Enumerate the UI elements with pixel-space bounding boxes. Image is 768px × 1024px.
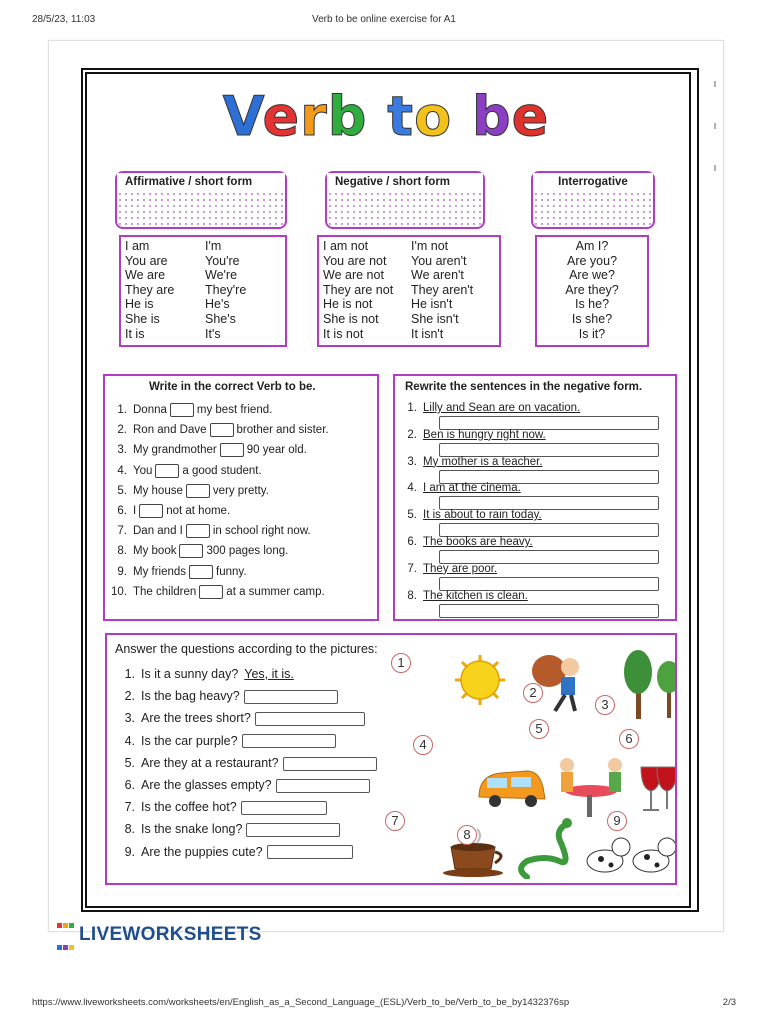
conjugation-cell: It is not [323, 326, 364, 341]
question-text: Is the car purple? [141, 733, 238, 748]
conjugation-cell: We are not [323, 268, 384, 283]
conjugation-cell: You are not [323, 253, 387, 268]
conjugation-cell: It is [125, 326, 145, 341]
conjugation-cell: I am [125, 239, 150, 253]
question-text: Are the puppies cute? [141, 844, 263, 859]
item-text-before: My house [133, 484, 183, 497]
exercise-1-item [105, 403, 272, 417]
conjugation-row [323, 239, 473, 254]
conjugation-cell: I'm [205, 239, 222, 253]
negative-heading: Negative / short form [327, 173, 483, 192]
conjugation-cell: It's [205, 326, 221, 341]
interrogative-item: Are they? [565, 282, 619, 297]
exercise-1-heading: Write in the correct Verb to be. [149, 381, 316, 393]
exercise-1-item [105, 423, 329, 437]
item-number: 3. [407, 455, 417, 468]
question-text: Is it a sunny day? [141, 667, 239, 681]
picture-number-badge: 2 [523, 683, 543, 703]
item-number: 6. [124, 778, 135, 792]
interrogative-item: Is it? [578, 326, 606, 341]
conjugation-row [323, 297, 473, 312]
title-letter: b [472, 85, 512, 148]
item-text-before: I [133, 505, 137, 518]
item-number: 8. [117, 545, 127, 558]
item-number: 1. [124, 667, 135, 681]
conjugation-row [125, 312, 246, 327]
conjugation-row [125, 283, 246, 298]
exercise-correct-verb [103, 374, 379, 621]
item-text-before: My grandmother [133, 444, 217, 457]
exercise-2-item [395, 536, 533, 548]
item-text-before: Ron and Dave [133, 424, 207, 437]
conjugation-row [125, 254, 246, 269]
interrogative-heading: Interrogative [533, 173, 653, 192]
answer-blank[interactable] [179, 544, 203, 558]
puppies-picture [587, 838, 675, 872]
worksheet-page [48, 40, 724, 946]
item-text-before: My book [133, 545, 177, 558]
print-url: https://www.liveworksheets.com/worksheets/en/English_as_a_Second_Language_(ESL)/Verb_to_be/Verb_to_be_by1432376sp [32, 997, 570, 1008]
conjugation-cell: They aren't [411, 282, 474, 297]
picture-answer-field[interactable] [276, 779, 370, 793]
sentence-text: Ben is hungry right now. [423, 428, 546, 441]
conjugation-row [323, 268, 473, 283]
conjugation-cell: He is not [323, 297, 373, 312]
liveworksheets-logo [57, 913, 262, 957]
conjugation-cell: He isn't [411, 297, 453, 312]
exercise-2-item [395, 590, 528, 602]
item-text-before: My friends [133, 565, 187, 578]
conjugation-cell: We are [125, 268, 166, 283]
picture-answer-field[interactable] [283, 757, 377, 771]
item-number: 3. [117, 444, 127, 457]
exercise-2-item [395, 563, 497, 575]
exercise-2-item [395, 509, 542, 521]
item-number: 6. [407, 536, 417, 548]
picture-number-badge: 5 [529, 719, 549, 739]
exercise-3-heading: Answer the questions according to the pictures: [115, 642, 378, 656]
logo-text: LIVEWORKSHEETS [79, 924, 262, 946]
conjugation-row [125, 268, 246, 283]
conjugation-cell: I am not [323, 239, 369, 253]
item-number: 4. [407, 482, 417, 495]
item-number: 1. [117, 404, 127, 417]
conjugation-cell: He's [205, 297, 230, 312]
item-text-after: 300 pages long. [206, 545, 289, 558]
question-text: Is the snake long? [141, 822, 243, 837]
conjugation-row [323, 312, 473, 327]
picture-answer-field[interactable] [242, 734, 336, 748]
item-number: 1. [407, 402, 417, 414]
rewrite-answer-field[interactable] [439, 604, 659, 618]
picture-number-badge: 1 [391, 653, 411, 673]
exercise-3-item [117, 778, 370, 793]
interrogative-header [531, 171, 655, 229]
picture-number-badge: 8 [457, 825, 477, 845]
answer-blank[interactable] [186, 484, 210, 498]
exercise-2-item [395, 402, 580, 414]
exercise-2-item [395, 482, 521, 494]
exercise-3-item [117, 800, 327, 815]
affirmative-heading: Affirmative / short form [117, 173, 285, 192]
item-text-after: in school right now. [212, 525, 311, 538]
conjugation-row [125, 297, 246, 312]
item-text-after: very pretty. [212, 484, 269, 497]
title-letter [452, 85, 472, 148]
boy-with-bag-picture [532, 655, 579, 711]
exercise-illustrations [415, 647, 675, 879]
picture-answer-field[interactable] [246, 823, 340, 837]
item-number: 10. [111, 585, 127, 598]
exercise-3-item [117, 689, 338, 704]
item-text-after: my best friend. [196, 404, 273, 417]
exercise-1-item [105, 464, 262, 478]
restaurant-picture [560, 758, 622, 817]
exercise-1-item [105, 504, 230, 518]
conjugation-row [323, 327, 473, 342]
item-number: 2. [117, 424, 127, 437]
answer-blank[interactable] [139, 504, 163, 518]
conjugation-cell: They are not [323, 282, 394, 297]
item-number: 7. [407, 562, 417, 575]
sentence-text: I am at the cinema. [423, 482, 521, 495]
exercise-2-item [395, 456, 543, 468]
picture-number-badge: 4 [413, 735, 433, 755]
answer-blank[interactable] [199, 585, 223, 599]
sentence-text: The books are heavy. [423, 536, 533, 548]
answer-blank[interactable] [170, 403, 194, 417]
exercise-3-item [117, 711, 365, 726]
conjugation-cell: We aren't [411, 268, 464, 283]
interrogative-item: Are you? [566, 253, 618, 268]
sun-picture [455, 655, 505, 705]
conjugation-row [323, 283, 473, 298]
exercise-1-item [105, 524, 311, 538]
title-letter: V [222, 85, 263, 148]
exercise-1-item [105, 565, 247, 579]
logo-mark-icon [57, 913, 75, 957]
print-page-count: 2/3 [722, 997, 736, 1008]
exercise-3-item [117, 822, 340, 837]
picture-answer-field[interactable] [255, 712, 365, 726]
interrogative-item: Am I? [575, 239, 609, 253]
sentence-text: It is about to rain today. [423, 509, 542, 522]
item-text-after: brother and sister. [236, 424, 329, 437]
exercise-1-item [105, 484, 269, 498]
sentence-text: My mother is a teacher. [423, 455, 543, 468]
conjugation-cell: She isn't [411, 311, 459, 326]
exercise-1-item [105, 585, 325, 599]
picture-number-badge: 9 [607, 811, 627, 831]
item-number: 5. [117, 484, 127, 497]
item-text-before: You [133, 464, 153, 477]
question-text: Are the trees short? [141, 711, 251, 726]
snake-picture [521, 818, 572, 877]
exercise-3-item [117, 667, 294, 681]
item-number: 9. [124, 844, 135, 859]
conjugation-row [125, 327, 246, 342]
item-text-before: The children [133, 585, 197, 598]
conjugation-cell: They're [205, 282, 247, 297]
exercise-3-item [117, 756, 377, 771]
item-number: 6. [117, 505, 127, 518]
conjugation-cell: We're [205, 268, 238, 283]
interrogative-item: Is he? [574, 297, 610, 312]
item-text-after: at a summer camp. [226, 585, 325, 598]
exercise-2-heading: Rewrite the sentences in the negative form. [405, 381, 643, 393]
conjugation-cell: They are [125, 282, 175, 297]
item-text-before: Donna [133, 404, 167, 417]
question-text: Are the glasses empty? [141, 778, 272, 792]
negative-table [317, 235, 501, 347]
exercise-negative-form [393, 374, 677, 621]
exercise-1-item [105, 443, 307, 457]
picture-number-badge: 3 [595, 695, 615, 715]
conjugation-cell: It isn't [411, 326, 444, 341]
item-number: 4. [124, 733, 135, 748]
picture-answer-field[interactable] [267, 845, 353, 859]
title-letter: o [414, 85, 453, 148]
conjugation-cell: You're [205, 253, 240, 268]
item-text-after: funny. [216, 565, 247, 578]
title-letter: t [387, 85, 415, 148]
conjugation-row [323, 254, 473, 269]
conjugation-row [125, 239, 246, 254]
picture-number-badge: 7 [385, 811, 405, 831]
answer-blank[interactable] [220, 443, 244, 457]
picture-number-badge: 6 [619, 729, 639, 749]
question-text: Is the bag heavy? [141, 689, 240, 704]
affirmative-header [115, 171, 287, 229]
title-letter: e [262, 85, 301, 148]
answer-blank[interactable] [189, 565, 213, 579]
item-number: 3. [124, 711, 135, 726]
conjugation-cell: You aren't [411, 253, 467, 268]
title-letter: b [327, 85, 368, 148]
item-number: 7. [117, 525, 127, 538]
sentence-text: The kitchen is clean. [423, 589, 528, 602]
answer-blank[interactable] [155, 464, 179, 478]
sentence-text: Lilly and Sean are on vacation. [423, 402, 581, 414]
item-number: 4. [117, 464, 127, 477]
title-letter: e [511, 85, 550, 148]
item-text-after: a good student. [182, 464, 262, 477]
example-answer: Yes, it is. [244, 667, 294, 681]
title-letter: r [300, 85, 328, 148]
car-picture [479, 771, 545, 807]
question-text: Are they at a restaurant? [141, 755, 279, 770]
item-number: 8. [124, 822, 135, 837]
item-text-before: Dan and I [133, 525, 183, 538]
exercise-1-item [105, 544, 288, 558]
worksheet-title [49, 85, 723, 148]
exercise-pictures [105, 633, 677, 885]
item-number: 5. [407, 509, 417, 522]
wine-glasses-picture [641, 765, 675, 810]
item-text-after: not at home. [166, 505, 231, 518]
print-datetime: 28/5/23, 11:03 [32, 14, 96, 25]
print-page-title: Verb to be online exercise for A1 [312, 14, 456, 25]
item-number: 2. [124, 689, 135, 704]
affirmative-table [119, 235, 287, 347]
question-text: Is the coffee hot? [141, 800, 237, 815]
interrogative-item: Is she? [571, 311, 613, 326]
conjugation-cell: I'm not [411, 239, 449, 253]
title-letter [367, 85, 387, 148]
interrogative-list [535, 235, 649, 347]
conjugation-cell: She is not [323, 311, 379, 326]
conjugation-cell: He is [125, 297, 154, 312]
item-number: 7. [124, 800, 135, 815]
item-number: 8. [407, 589, 417, 602]
conjugation-cell: You are [125, 253, 168, 268]
answer-blank[interactable] [210, 423, 234, 437]
exercise-3-item [117, 845, 353, 860]
picture-answer-field[interactable] [244, 690, 338, 704]
conjugation-cell: She is [125, 311, 160, 326]
answer-blank[interactable] [186, 524, 210, 538]
item-number: 9. [117, 565, 127, 578]
exercise-3-item [117, 734, 336, 749]
sentence-text: They are poor. [423, 562, 498, 575]
item-number: 2. [407, 428, 417, 441]
negative-header [325, 171, 485, 229]
exercise-2-item [395, 429, 546, 441]
conjugation-cell: She's [205, 311, 236, 326]
picture-answer-field[interactable] [241, 801, 327, 815]
item-text-after: 90 year old. [246, 444, 307, 457]
trees-picture [624, 650, 675, 719]
interrogative-item: Are we? [569, 268, 615, 283]
item-number: 5. [124, 755, 135, 770]
